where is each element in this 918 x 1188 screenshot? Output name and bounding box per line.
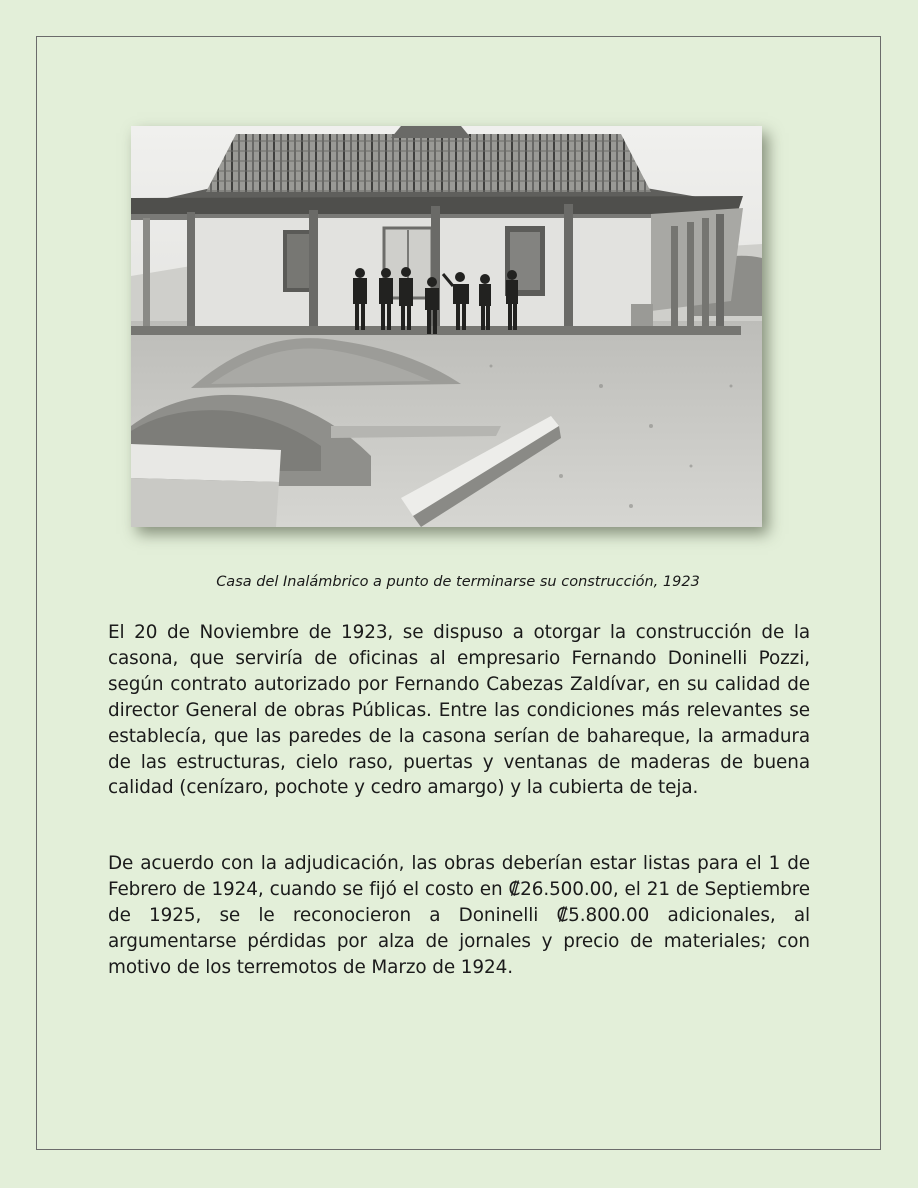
photo-caption: Casa del Inalámbrico a punto de terminarse su construcción, 1923: [216, 574, 700, 590]
historical-photo-casa-del-inalambrico: [131, 126, 762, 527]
body-paragraph-2: De acuerdo con la adjudicación, las obras deberían estar listas para el 1 de Febrero de 1924, cuando se fijó el costo en ₡26.500.00, el 21 de Septiembre de 1925, se le reconocieron a Doninelli ₡5.800.00 adicionales, al argumentarse pérdidas por alza de jornales y precio de materiales; con motivo de los terremotos de Marzo de 1924.: [108, 853, 810, 978]
building-photo-illustration: [131, 126, 762, 527]
body-paragraph-1: El 20 de Noviembre de 1923, se dispuso a otorgar la construcción de la casona, que serviría de oficinas al empresario Fernando Doninelli Pozzi, según contrato autorizado por Fernando Cabezas Zaldívar, en su calidad de director General de obras Públicas. Entre las condiciones más relevantes se establecía, que las paredes de la casona serían de bahareque, la armadura de las estructuras, cielo raso, puertas y ventanas de maderas de buena calidad (cenízaro, pochote y cedro amargo) y la cubierta de teja.: [108, 622, 810, 799]
